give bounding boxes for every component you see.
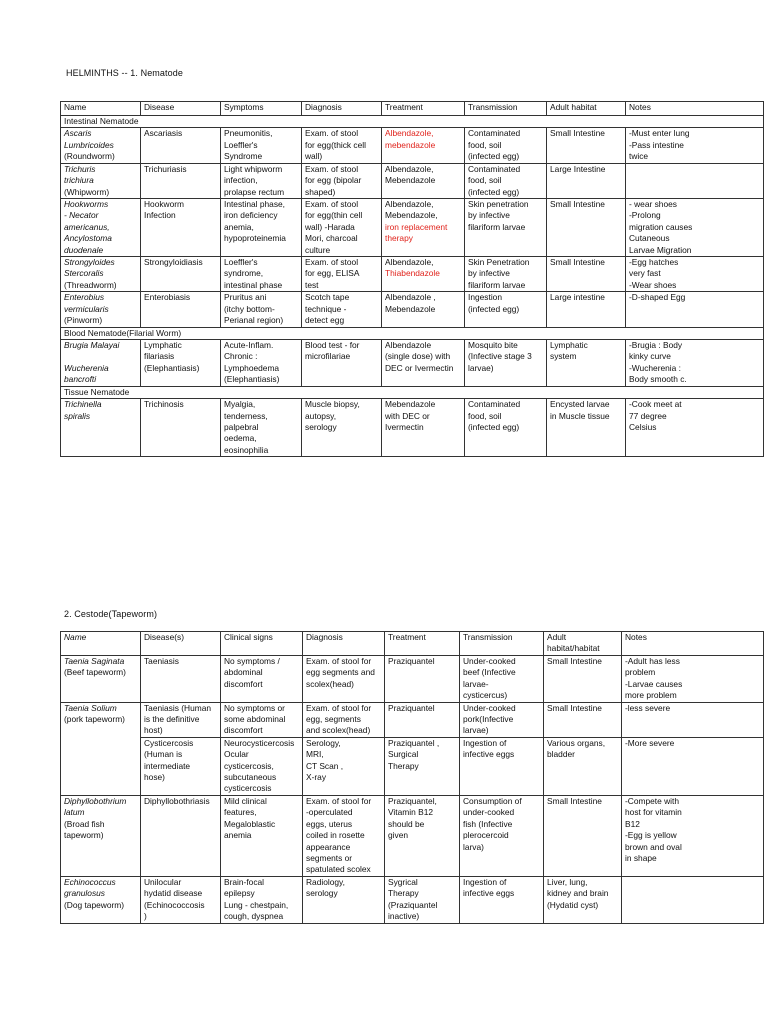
group-header-row bbox=[61, 327, 764, 339]
table-row bbox=[61, 655, 764, 702]
transmission-cell: Ingestion of infective eggs bbox=[460, 737, 544, 795]
notes-cell: -Adult has less problem -Larvae causes more problem bbox=[622, 655, 764, 702]
treatment-cell: Praziquantel bbox=[385, 702, 460, 737]
group-label: Tissue Nematode bbox=[61, 386, 764, 398]
organism-name-cell: Enterobius vermicularis (Pinworm) bbox=[61, 292, 141, 327]
notes-cell: -Egg hatches very fast -Wear shoes bbox=[626, 257, 764, 292]
habitat-cell: Small Intestine bbox=[544, 655, 622, 702]
group-header-row bbox=[61, 386, 764, 398]
symptoms-cell: Light whipworm infection, prolapse rectum bbox=[221, 163, 302, 198]
cestode-header-cell: Transmission bbox=[460, 632, 544, 656]
notes-cell: -less severe bbox=[622, 702, 764, 737]
transmission-cell: Under-cooked pork(Infective larvae) bbox=[460, 702, 544, 737]
disease-cell: Lymphatic filariasis (Elephantiasis) bbox=[141, 340, 221, 387]
group-header-row bbox=[61, 116, 764, 128]
habitat-cell: Lymphatic system bbox=[547, 340, 626, 387]
nematode-section-title: HELMINTHS -- 1. Nematode bbox=[66, 68, 183, 78]
nematode-header-cell: Transmission bbox=[465, 102, 547, 116]
table-header-row bbox=[61, 102, 764, 116]
cestode-header-cell: Name bbox=[61, 632, 141, 656]
organism-name-cell: Taenia Saginata (Beef tapeworm) bbox=[61, 655, 141, 702]
diagnosis-cell: Exam. of stool for egg (bipolar shaped) bbox=[302, 163, 382, 198]
organism-name-cell: Taenia Solium (pork tapeworm) bbox=[61, 702, 141, 795]
transmission-cell: Ingestion of infective eggs bbox=[460, 876, 544, 923]
table-row bbox=[61, 198, 764, 256]
notes-cell: -D-shaped Egg bbox=[626, 292, 764, 327]
diagnosis-cell: Scotch tape technique - detect egg bbox=[302, 292, 382, 327]
disease-cell: Enterobiasis bbox=[141, 292, 221, 327]
nematode-header-cell: Treatment bbox=[382, 102, 465, 116]
table-row bbox=[61, 876, 764, 923]
nematode-header-cell: Symptoms bbox=[221, 102, 302, 116]
notes-cell: -Brugia : Body kinky curve -Wucherenia : Body smooth c. bbox=[626, 340, 764, 387]
organism-name-cell: Echinococcus granulosus (Dog tapeworm) bbox=[61, 876, 141, 923]
nematode-header-cell: Name bbox=[61, 102, 141, 116]
organism-name-cell: Hookworms - Necator americanus, Ancylostoma duodenale bbox=[61, 198, 141, 256]
diagnosis-cell: Serology, MRI, CT Scan , X-ray bbox=[303, 737, 385, 795]
disease-cell: Taeniasis bbox=[141, 655, 221, 702]
organism-name-cell: Brugia Malayai Wucherenia bancrofti bbox=[61, 340, 141, 387]
organism-name-cell: Trichuris trichiura (Whipworm) bbox=[61, 163, 141, 198]
treatment-cell: Mebendazole with DEC or Ivermectin bbox=[382, 399, 465, 457]
transmission-cell: Consumption of under-cooked fish (Infective plerocercoid larva) bbox=[460, 795, 544, 876]
diagnosis-cell: Radiology, serology bbox=[303, 876, 385, 923]
symptoms-cell: Intestinal phase, iron deficiency anemia, hypoproteinemia bbox=[221, 198, 302, 256]
cestode-header-cell: Treatment bbox=[385, 632, 460, 656]
symptoms-cell: Acute-Inflam. Chronic : Lymphoedema (Elephantiasis) bbox=[221, 340, 302, 387]
disease-cell: Hookworm Infection bbox=[141, 198, 221, 256]
diagnosis-cell: Exam. of stool for egg(thick cell wall) bbox=[302, 128, 382, 163]
table-row bbox=[61, 128, 764, 163]
treatment-cell: Praziquantel, Vitamin B12 should be given bbox=[385, 795, 460, 876]
habitat-cell: Large Intestine bbox=[547, 163, 626, 198]
clinical-signs-cell: Neurocysticercosis Ocular cysticercosis, subcutaneous cysticercosis bbox=[221, 737, 303, 795]
organism-name-cell: Trichinella spiralis bbox=[61, 399, 141, 457]
transmission-cell: Contaminated food, soil (infected egg) bbox=[465, 399, 547, 457]
treatment-cell: Praziquantel , Surgical Therapy bbox=[385, 737, 460, 795]
habitat-cell: Small Intestine bbox=[544, 702, 622, 737]
diagnosis-cell: Exam. of stool for -operculated eggs, uterus coiled in rosette appearance segments or spatulated scolex bbox=[303, 795, 385, 876]
habitat-cell: Large intestine bbox=[547, 292, 626, 327]
table-header-row bbox=[61, 632, 764, 656]
diagnosis-cell: Exam. of stool for egg(thin cell wall) -Harada Mori, charcoal culture bbox=[302, 198, 382, 256]
diagnosis-cell: Exam. of stool for egg, segments and scolex(head) bbox=[303, 702, 385, 737]
diagnosis-cell: Exam. of stool for egg segments and scolex(head) bbox=[303, 655, 385, 702]
habitat-cell: Various organs, bladder bbox=[544, 737, 622, 795]
notes-cell: -Must enter lung -Pass intestine twice bbox=[626, 128, 764, 163]
notes-cell bbox=[622, 876, 764, 923]
habitat-cell: Encysted larvae in Muscle tissue bbox=[547, 399, 626, 457]
table-row bbox=[61, 702, 764, 737]
organism-name-cell: Strongyloides Stercoralis (Threadworm) bbox=[61, 257, 141, 292]
nematode-header-cell: Disease bbox=[141, 102, 221, 116]
transmission-cell: Contaminated food, soil (infected egg) bbox=[465, 163, 547, 198]
organism-name-cell: Diphyllobothrium latum (Broad fish tapeworm) bbox=[61, 795, 141, 876]
notes-cell: - wear shoes -Prolong migration causes Cutaneous Larvae Migration bbox=[626, 198, 764, 256]
transmission-cell: Mosquito bite (Infective stage 3 larvae) bbox=[465, 340, 547, 387]
nematode-header-cell: Adult habitat bbox=[547, 102, 626, 116]
organism-name-cell: Ascaris Lumbricoides (Roundworm) bbox=[61, 128, 141, 163]
habitat-cell: Small Intestine bbox=[547, 198, 626, 256]
table-row bbox=[61, 795, 764, 876]
clinical-signs-cell: Brain-focal epilepsy Lung - chestpain, cough, dyspnea bbox=[221, 876, 303, 923]
habitat-cell: Small Intestine bbox=[547, 128, 626, 163]
clinical-signs-cell: Mild clinical features, Megaloblastic anemia bbox=[221, 795, 303, 876]
habitat-cell: Liver, lung, kidney and brain (Hydatid cyst) bbox=[544, 876, 622, 923]
cestode-table bbox=[60, 631, 764, 924]
table-row bbox=[61, 737, 764, 795]
treatment-cell: Albendazole, Mebendazole bbox=[382, 163, 465, 198]
table-row bbox=[61, 399, 764, 457]
habitat-cell: Small Intestine bbox=[547, 257, 626, 292]
table-row bbox=[61, 340, 764, 387]
symptoms-cell: Pneumonitis, Loeffler's Syndrome bbox=[221, 128, 302, 163]
notes-cell: -Cook meet at 77 degree Celsius bbox=[626, 399, 764, 457]
disease-cell: Trichuriasis bbox=[141, 163, 221, 198]
treatment-cell: Praziquantel bbox=[385, 655, 460, 702]
treatment-cell: Albendazole, mebendazole bbox=[382, 128, 465, 163]
treatment-cell: Albendazole (single dose) with DEC or Ivermectin bbox=[382, 340, 465, 387]
group-label: Blood Nematode(Filarial Worm) bbox=[61, 327, 764, 339]
cestode-header-cell: Adult habitat/habitat bbox=[544, 632, 622, 656]
treatment-cell: Albendazole , Mebendazole bbox=[382, 292, 465, 327]
cestode-section-title: 2. Cestode(Tapeworm) bbox=[64, 609, 158, 619]
nematode-header-cell: Notes bbox=[626, 102, 764, 116]
transmission-cell: Skin penetration by infective filariform larvae bbox=[465, 198, 547, 256]
treatment-cell: Albendazole, Mebendazole, iron replacement therapy bbox=[382, 198, 465, 256]
nematode-table bbox=[60, 101, 764, 457]
diagnosis-cell: Exam. of stool for egg, ELISA test bbox=[302, 257, 382, 292]
cestode-header-cell: Notes bbox=[622, 632, 764, 656]
disease-cell: Taeniasis (Human is the definitive host) bbox=[141, 702, 221, 737]
diagnosis-cell: Muscle biopsy, autopsy, serology bbox=[302, 399, 382, 457]
notes-cell: -More severe bbox=[622, 737, 764, 795]
symptoms-cell: Myalgia, tenderness, palpebral oedema, eosinophilia bbox=[221, 399, 302, 457]
transmission-cell: Under-cooked beef (Infective larvae- cysticercus) bbox=[460, 655, 544, 702]
transmission-cell: Contaminated food, soil (infected egg) bbox=[465, 128, 547, 163]
clinical-signs-cell: No symptoms / abdominal discomfort bbox=[221, 655, 303, 702]
treatment-cell: Sygrical Therapy (Praziquantel inactive) bbox=[385, 876, 460, 923]
disease-cell: Diphyllobothriasis bbox=[141, 795, 221, 876]
habitat-cell: Small Intestine bbox=[544, 795, 622, 876]
table-row bbox=[61, 292, 764, 327]
notes-cell: -Compete with host for vitamin B12 -Egg is yellow brown and oval in shape bbox=[622, 795, 764, 876]
notes-cell bbox=[626, 163, 764, 198]
treatment-cell: Albendazole, Thiabendazole bbox=[382, 257, 465, 292]
disease-cell: Strongyloidiasis bbox=[141, 257, 221, 292]
symptoms-cell: Pruritus ani (itchy bottom- Perianal region) bbox=[221, 292, 302, 327]
cestode-header-cell: Disease(s) bbox=[141, 632, 221, 656]
disease-cell: Cysticercosis (Human is intermediate hose) bbox=[141, 737, 221, 795]
symptoms-cell: Loeffler's syndrome, intestinal phase bbox=[221, 257, 302, 292]
transmission-cell: Skin Penetration by infective filariform larvae bbox=[465, 257, 547, 292]
nematode-header-cell: Diagnosis bbox=[302, 102, 382, 116]
disease-cell: Trichinosis bbox=[141, 399, 221, 457]
disease-cell: Ascariasis bbox=[141, 128, 221, 163]
cestode-header-cell: Diagnosis bbox=[303, 632, 385, 656]
table-row bbox=[61, 163, 764, 198]
disease-cell: Unilocular hydatid disease (Echinococcosis ) bbox=[141, 876, 221, 923]
table-row bbox=[61, 257, 764, 292]
cestode-header-cell: Clinical signs bbox=[221, 632, 303, 656]
group-label: Intestinal Nematode bbox=[61, 116, 764, 128]
diagnosis-cell: Blood test - for microfilariae bbox=[302, 340, 382, 387]
transmission-cell: Ingestion (infected egg) bbox=[465, 292, 547, 327]
clinical-signs-cell: No symptoms or some abdominal discomfort bbox=[221, 702, 303, 737]
